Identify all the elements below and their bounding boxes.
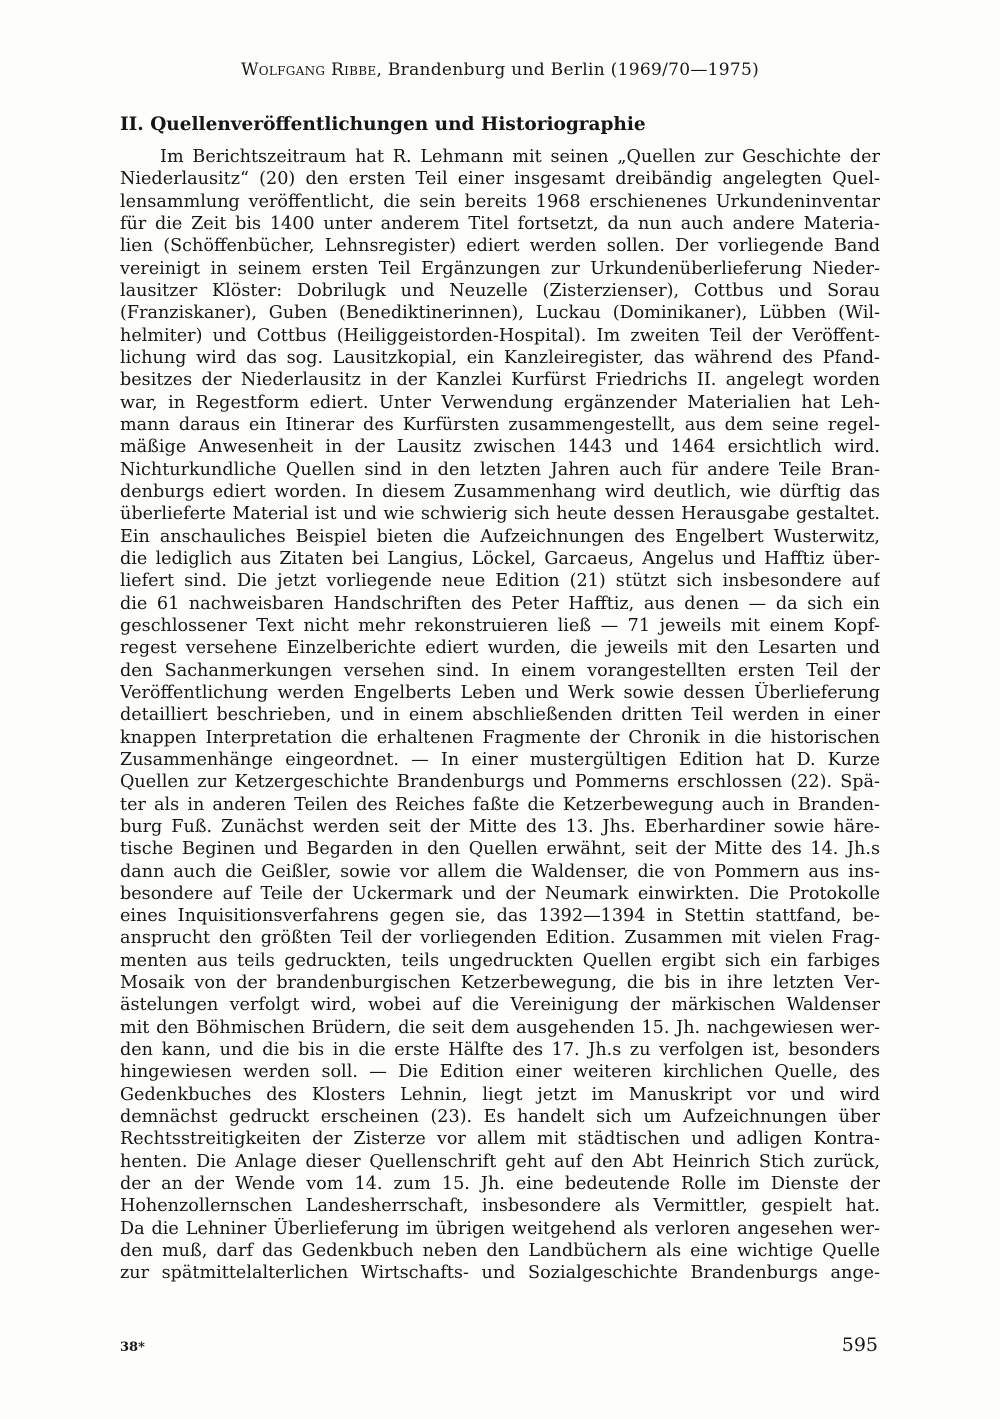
running-head-title: , Brandenburg und Berlin (1969/70—1975) (376, 60, 760, 80)
text-line: Nichturkundliche Quellen sind in den letzten Jahren auch für andere Teile Bran- (120, 459, 880, 480)
page-number: 595 (841, 1334, 878, 1356)
text-line: demnächst gedruckt erscheinen (23). Es handelt sich um Aufzeichnungen über (120, 1107, 880, 1128)
text-line: Im Berichtszeitraum hat R. Lehmann mit seinen „Quellen zur Geschichte der (160, 147, 880, 167)
text-line: geschlossener Text nicht mehr rekonstruieren ließ — 71 jeweils mit einem Kopf- (120, 615, 880, 636)
text-line: ästelungen verfolgt wird, wobei auf die Vereinigung der märkischen Waldenser (120, 995, 880, 1016)
text-line: regest versehene Einzelberichte ediert wurden, die jeweils mit den Lesarten und (120, 638, 880, 659)
text-line: Niederlausitz“ (20) den ersten Teil einer insgesamt dreibändig angelegten Quel- (120, 169, 880, 190)
text-line: besondere auf Teile der Uckermark und der Neumark einwirkten. Die Protokolle (120, 883, 880, 904)
text-line: ter als in anderen Teilen des Reiches faßte die Ketzerbewegung auch in Branden- (120, 794, 880, 815)
text-line: Mosaik von der brandenburgischen Ketzerbewegung, die bis in ihre letzten Ver- (120, 973, 880, 994)
text-line: denburgs ediert worden. In diesem Zusammenhang wird deutlich, wie dürftig das (120, 481, 880, 502)
text-line: menten aus teils gedruckten, teils ungedruckten Quellen ergibt sich ein farbiges (120, 950, 880, 971)
text-line: tische Beginen und Begarden in den Quellen erwähnt, seit der Mitte des 14. Jh.s (120, 839, 880, 860)
running-head-author: Wolfgang Ribbe (240, 60, 377, 80)
text-line: eines Inquisitionsverfahrens gegen sie, das 1392—1394 in Stettin stattfand, be- (120, 906, 880, 927)
text-line: war, in Regestform ediert. Unter Verwendung ergänzender Materialien hat Leh- (120, 392, 880, 413)
text-line: burg Fuß. Zunächst werden seit der Mitte des 13. Jhs. Eberhardiner sowie häre- (120, 816, 880, 837)
text-line: lensammlung veröffentlicht, die sein bereits 1968 erschienenes Urkundeninventar (120, 191, 880, 212)
text-line: Veröffentlichung werden Engelberts Leben und Werk sowie dessen Überlieferung (120, 682, 880, 703)
text-line: zur spätmittelalterlichen Wirtschafts- und Sozialgeschichte Brandenburgs ange- (120, 1263, 880, 1284)
text-line: ansprucht den größten Teil der vorliegenden Edition. Zusammen mit vielen Frag- (120, 928, 880, 949)
text-line: mit den Böhmischen Brüdern, die seit dem ausgehenden 15. Jh. nachgewiesen wer- (120, 1017, 880, 1038)
body-text (120, 146, 880, 1285)
text-line: knappen Interpretation die erhaltenen Fragmente der Chronik in die historischen (120, 727, 880, 748)
text-line: (Franziskaner), Guben (Benediktinerinnen), Luckau (Dominikaner), Lübben (Wil- (120, 303, 880, 324)
text-line: henten. Die Anlage dieser Quellenschrift geht auf den Abt Heinrich Stich zurück, (120, 1151, 880, 1172)
text-line: mäßige Anwesenheit in der Lausitz zwischen 1443 und 1464 ersichtlich wird. (120, 437, 880, 458)
text-line: besitzes der Niederlausitz in der Kanzlei Kurfürst Friedrichs II. angelegt worden (120, 370, 880, 391)
text-line: die lediglich aus Zitaten bei Langius, Löckel, Garcaeus, Angelus und Hafftiz über- (120, 548, 880, 569)
text-line: hingewiesen werden soll. — Die Edition einer weiteren kirchlichen Quelle, des (120, 1062, 880, 1083)
text-line: helmiter) und Cottbus (Heiliggeistorden-Hospital). Im zweiten Teil der Veröffent- (120, 325, 880, 346)
text-line: die 61 nachweisbaren Handschriften des Peter Hafftiz, aus denen — da sich ein (120, 593, 880, 614)
text-line: lien (Schöffenbücher, Lehnsregister) ediert werden sollen. Der vorliegende Band (120, 236, 880, 257)
text-line: lausitzer Klöster: Dobrilugk und Neuzelle (Zisterzienser), Cottbus und Sorau (120, 280, 880, 301)
text-line: den Sachanmerkungen versehen sind. In einem vorangestellten ersten Teil der (120, 660, 880, 681)
text-line: Gedenkbuches des Klosters Lehnin, liegt jetzt im Manuskript vor und wird (120, 1084, 880, 1105)
text-line: liefert sind. Die jetzt vorliegende neue Edition (21) stützt sich insbesondere auf (120, 571, 880, 592)
section-heading: II. Quellenveröffentlichungen und Historiographie (120, 114, 646, 135)
text-line: lichung wird das sog. Lausitzkopial, ein Kanzleiregister, das während des Pfand- (120, 347, 880, 368)
text-line: detailliert beschrieben, und in einem abschließenden dritten Teil werden in einer (120, 705, 880, 726)
text-line: der an der Wende vom 14. zum 15. Jh. eine bedeutende Rolle im Dienste der (120, 1174, 880, 1195)
text-line: für die Zeit bis 1400 unter anderem Titel fortsetzt, da nun auch andere Materia- (120, 213, 880, 234)
text-line: Zusammenhänge eingeordnet. — In einer mustergültigen Edition hat D. Kurze (120, 749, 880, 770)
text-line: Ein anschauliches Beispiel bieten die Aufzeichnungen des Engelbert Wusterwitz, (120, 526, 880, 547)
text-line: Rechtsstreitigkeiten der Zisterze vor allem mit städtischen und adligen Kontra- (120, 1129, 880, 1150)
text-line: Quellen zur Ketzergeschichte Brandenburgs und Pommerns erschlossen (22). Spä- (120, 772, 880, 793)
text-line: vereinigt in seinem ersten Teil Ergänzungen zur Urkundenüberlieferung Nieder- (120, 258, 880, 279)
text-line: Hohenzollernschen Landesherrschaft, insbesondere als Vermittler, gespielt hat. (120, 1196, 880, 1217)
running-head (120, 60, 880, 80)
signature-mark: 38* (120, 1340, 145, 1355)
text-line: dann auch die Geißler, sowie vor allem die Waldenser, die von Pommern aus ins- (120, 861, 880, 882)
text-line: mann daraus ein Itinerar des Kurfürsten zusammengestellt, aus dem seine regel- (120, 414, 880, 435)
text-line: den kann, und die bis in die erste Hälfte des 17. Jh.s zu verfolgen ist, besonders (120, 1040, 880, 1061)
text-line: den muß, darf das Gedenkbuch neben den Landbüchern als eine wichtige Quelle (120, 1241, 880, 1262)
text-line: Da die Lehniner Überlieferung im übrigen weitgehend als verloren angesehen wer- (120, 1218, 880, 1239)
text-line: überlieferte Material ist und wie schwierig sich heute dessen Herausgabe gestaltet. (120, 504, 880, 525)
